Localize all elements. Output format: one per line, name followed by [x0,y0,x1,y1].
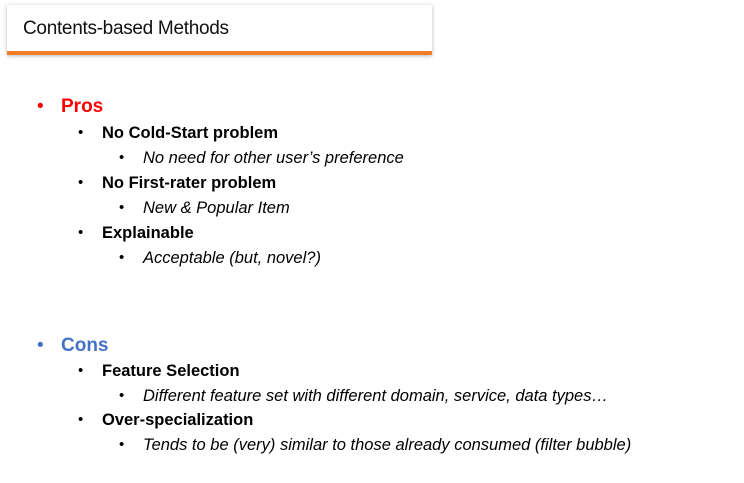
pros-item-3-detail-text: Acceptable (but, novel?) [143,249,321,267]
pros-bullet: • [37,96,44,117]
bullet: • [119,199,125,216]
bullet: • [78,362,84,379]
pros-item-2-detail [119,199,290,218]
pros-item-1-detail [119,149,404,168]
cons-item-1-detail [119,387,608,406]
pros-label: Pros [61,96,104,117]
slide-title: Contents-based Methods [23,18,229,39]
cons-item-1 [78,362,240,381]
cons-item-1-heading: Feature Selection [102,362,240,380]
bullet: • [119,149,125,166]
bullet: • [78,124,84,141]
bullet: • [119,249,125,266]
cons-item-1-detail-text: Different feature set with different domain, service, data types… [143,387,608,405]
bullet: • [119,436,125,453]
cons-bullet: • [37,335,44,356]
pros-item-2-detail-text: New & Popular Item [143,199,290,217]
pros-heading [37,96,104,118]
cons-label: Cons [61,335,109,356]
bullet: • [78,224,84,241]
pros-item-3-detail [119,249,321,268]
bullet: • [119,387,125,404]
pros-item-3 [78,224,194,243]
cons-heading [37,335,109,357]
title-accent-bar [7,51,432,55]
pros-item-2 [78,174,277,193]
pros-item-1-heading: No Cold-Start problem [102,124,278,142]
cons-item-2-detail [119,436,632,455]
pros-item-3-heading: Explainable [102,224,194,242]
cons-item-2 [78,411,254,430]
slide-title-box [7,5,432,55]
pros-item-1-detail-text: No need for other user’s preference [143,149,404,167]
pros-item-2-heading: No First-rater problem [102,174,277,192]
cons-item-2-detail-text: Tends to be (very) similar to those already consumed (filter bubble) [143,436,632,454]
pros-item-1 [78,124,278,143]
bullet: • [78,174,84,191]
bullet: • [78,411,84,428]
cons-item-2-heading: Over-specialization [102,411,254,429]
